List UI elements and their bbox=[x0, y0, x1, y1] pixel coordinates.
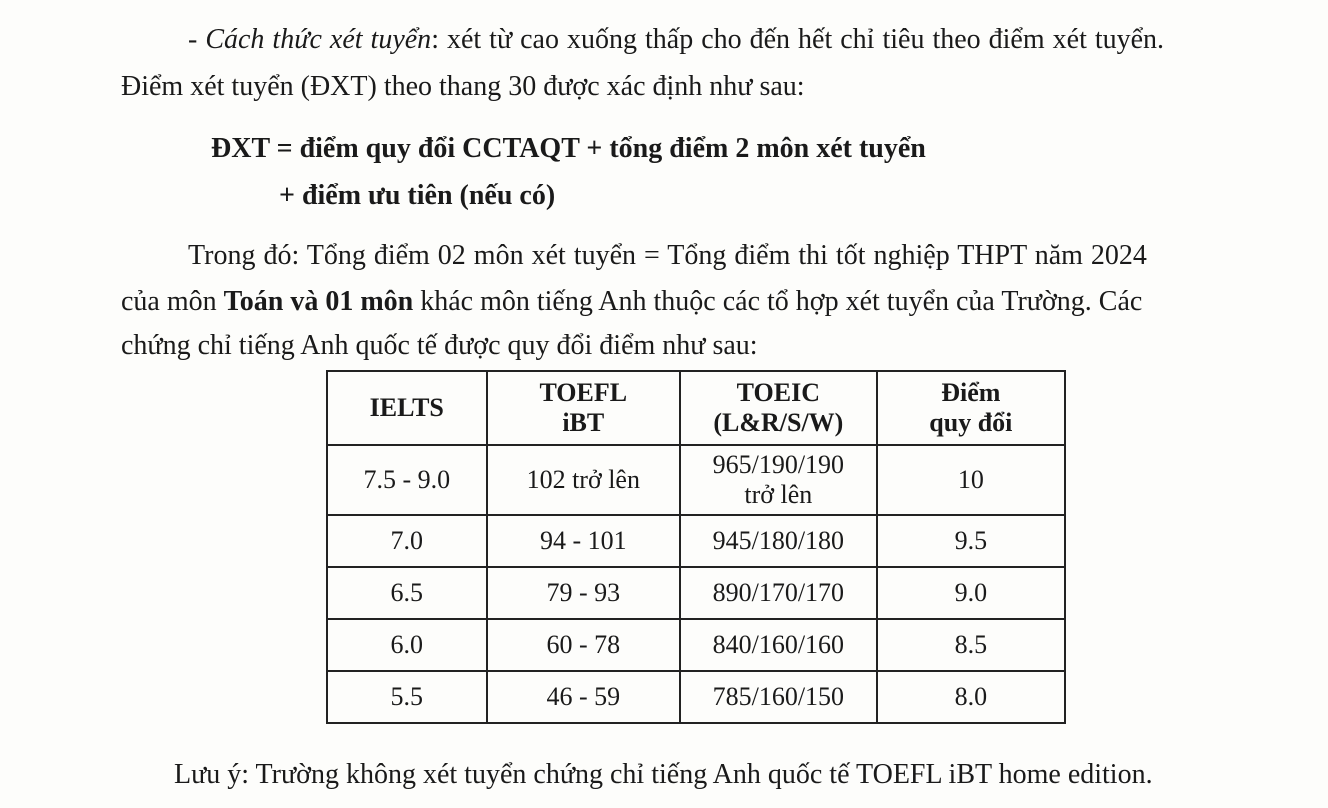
cell-toefl: 46 - 59 bbox=[487, 671, 680, 723]
cell-ielts: 6.0 bbox=[327, 619, 487, 671]
cell-ielts: 6.5 bbox=[327, 567, 487, 619]
cell-toeic: 840/160/160 bbox=[680, 619, 877, 671]
table-row bbox=[327, 445, 1065, 515]
cell-toefl: 60 - 78 bbox=[487, 619, 680, 671]
cell-toeic: 785/160/150 bbox=[680, 671, 877, 723]
score-definition-line: Điểm xét tuyển (ĐXT) theo thang 30 được xác định như sau: bbox=[121, 71, 805, 102]
formula-line-2: + điểm ưu tiên (nếu có) bbox=[279, 180, 556, 211]
header-score: Điểm quy đổi bbox=[877, 371, 1065, 445]
cell-toefl: 79 - 93 bbox=[487, 567, 680, 619]
note-line: Lưu ý: Trường không xét tuyển chứng chỉ tiếng Anh quốc tế TOEFL iBT home edition. bbox=[174, 759, 1153, 790]
explanation-bold: Toán và 01 môn bbox=[223, 286, 414, 317]
dash-prefix: - bbox=[188, 24, 206, 55]
admission-method-line bbox=[188, 26, 1164, 54]
cell-toefl: 102 trở lên bbox=[487, 445, 680, 515]
explanation-line-3: chứng chỉ tiếng Anh quốc tế được quy đổi điểm như sau: bbox=[121, 330, 758, 361]
cell-score: 8.0 bbox=[877, 671, 1065, 723]
table-header-row bbox=[327, 371, 1065, 445]
cell-ielts: 7.5 - 9.0 bbox=[327, 445, 487, 515]
cell-toeic: 945/180/180 bbox=[680, 515, 877, 567]
explanation-line-2 bbox=[121, 288, 1142, 316]
explanation-pre: của môn bbox=[121, 286, 224, 317]
cell-toeic: 965/190/190 trở lên bbox=[680, 445, 877, 515]
cell-ielts: 7.0 bbox=[327, 515, 487, 567]
admission-method-text: : xét từ cao xuống thấp cho đến hết chỉ tiêu theo điểm xét tuyển. bbox=[431, 24, 1165, 55]
formula-line-1: ĐXT = điểm quy đổi CCTAQT + tổng điểm 2 môn xét tuyển bbox=[211, 133, 926, 164]
admission-method-label: Cách thức xét tuyển bbox=[205, 24, 432, 55]
cell-score: 9.0 bbox=[877, 567, 1065, 619]
conversion-table bbox=[326, 370, 1066, 724]
cell-score: 9.5 bbox=[877, 515, 1065, 567]
cell-toeic: 890/170/170 bbox=[680, 567, 877, 619]
table-row bbox=[327, 671, 1065, 723]
table-row bbox=[327, 567, 1065, 619]
explanation-line-1: Trong đó: Tổng điểm 02 môn xét tuyển = Tổng điểm thi tốt nghiệp THPT năm 2024 bbox=[188, 240, 1147, 271]
header-toeic: TOEIC (L&R/S/W) bbox=[680, 371, 877, 445]
explanation-post: khác môn tiếng Anh thuộc các tổ hợp xét tuyển của Trường. Các bbox=[413, 286, 1143, 317]
header-toefl: TOEFL iBT bbox=[487, 371, 680, 445]
cell-score: 10 bbox=[877, 445, 1065, 515]
cell-score: 8.5 bbox=[877, 619, 1065, 671]
cell-toefl: 94 - 101 bbox=[487, 515, 680, 567]
header-ielts: IELTS bbox=[327, 371, 487, 445]
table-row bbox=[327, 515, 1065, 567]
table-row bbox=[327, 619, 1065, 671]
cell-ielts: 5.5 bbox=[327, 671, 487, 723]
